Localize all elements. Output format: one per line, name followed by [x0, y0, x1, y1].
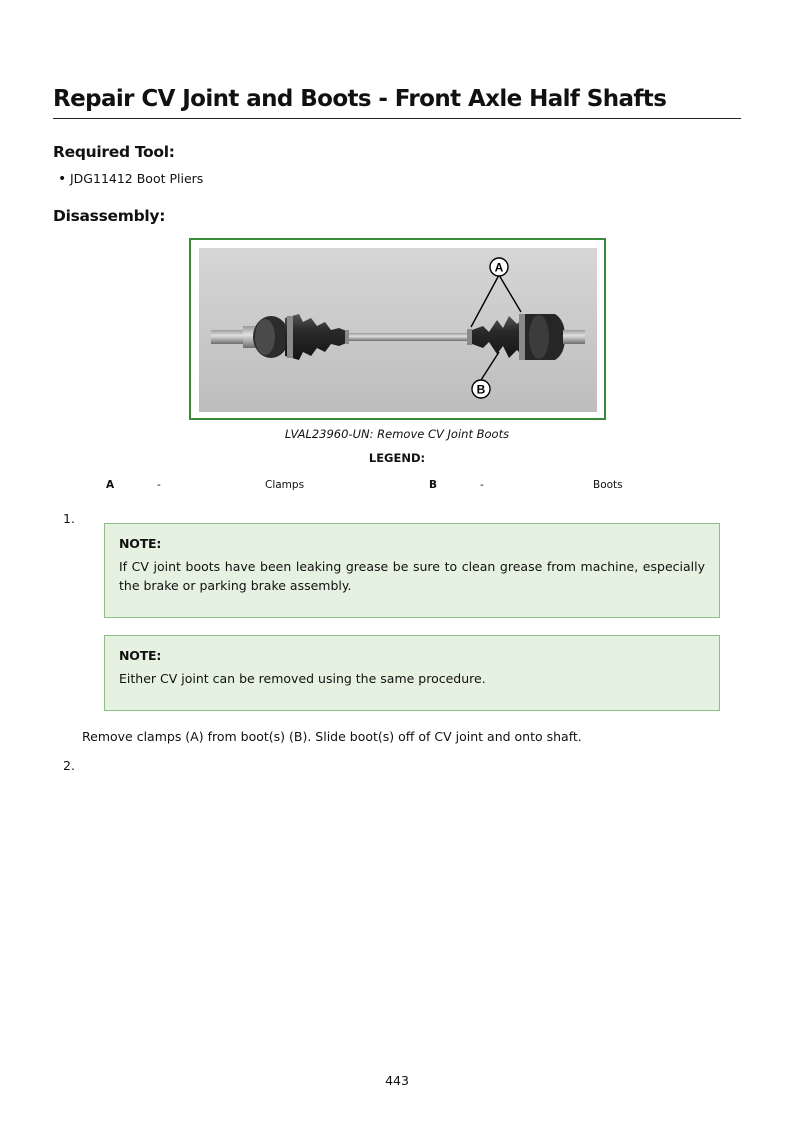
required-tool-heading: Required Tool:	[53, 143, 175, 161]
callout-b-label: B	[476, 382, 486, 397]
bullet-icon: •	[58, 171, 67, 187]
cv-axle-illustration	[199, 248, 597, 412]
legend-dash-b: -	[480, 479, 484, 491]
cv-axle-photo	[199, 248, 597, 412]
legend-key-b: B	[429, 479, 438, 491]
disassembly-heading: Disassembly:	[53, 207, 166, 225]
legend-value-a: Clamps	[265, 479, 305, 491]
figure-frame	[189, 238, 606, 420]
legend-dash-a: -	[157, 479, 161, 491]
note-text: Either CV joint can be removed using the same procedure.	[119, 671, 486, 686]
note-box	[104, 635, 720, 711]
step-number-2: 2.	[63, 758, 75, 773]
figure-caption: LVAL23960-UN: Remove CV Joint Boots	[284, 427, 510, 441]
tool-list-item	[58, 171, 203, 187]
note-text: If CV joint boots have been leaking grease be sure to clean grease from machine, especially the brake or parking brake assembly.	[119, 559, 705, 593]
tool-name: JDG11412 Boot Pliers	[70, 171, 204, 186]
legend-value-b: Boots	[593, 479, 623, 491]
note-label: NOTE:	[119, 536, 162, 551]
callout-a-label: A	[494, 260, 504, 275]
note-label: NOTE:	[119, 648, 162, 663]
step-number-1: 1.	[63, 511, 75, 526]
note-box	[104, 523, 720, 618]
page-title: Repair CV Joint and Boots - Front Axle Half Shafts	[53, 86, 741, 119]
page-number: 443	[385, 1073, 409, 1088]
legend-key-a: A	[106, 479, 115, 491]
legend-heading: LEGEND:	[368, 451, 426, 465]
step-1-text: Remove clamps (A) from boot(s) (B). Slide boot(s) off of CV joint and onto shaft.	[82, 729, 582, 744]
